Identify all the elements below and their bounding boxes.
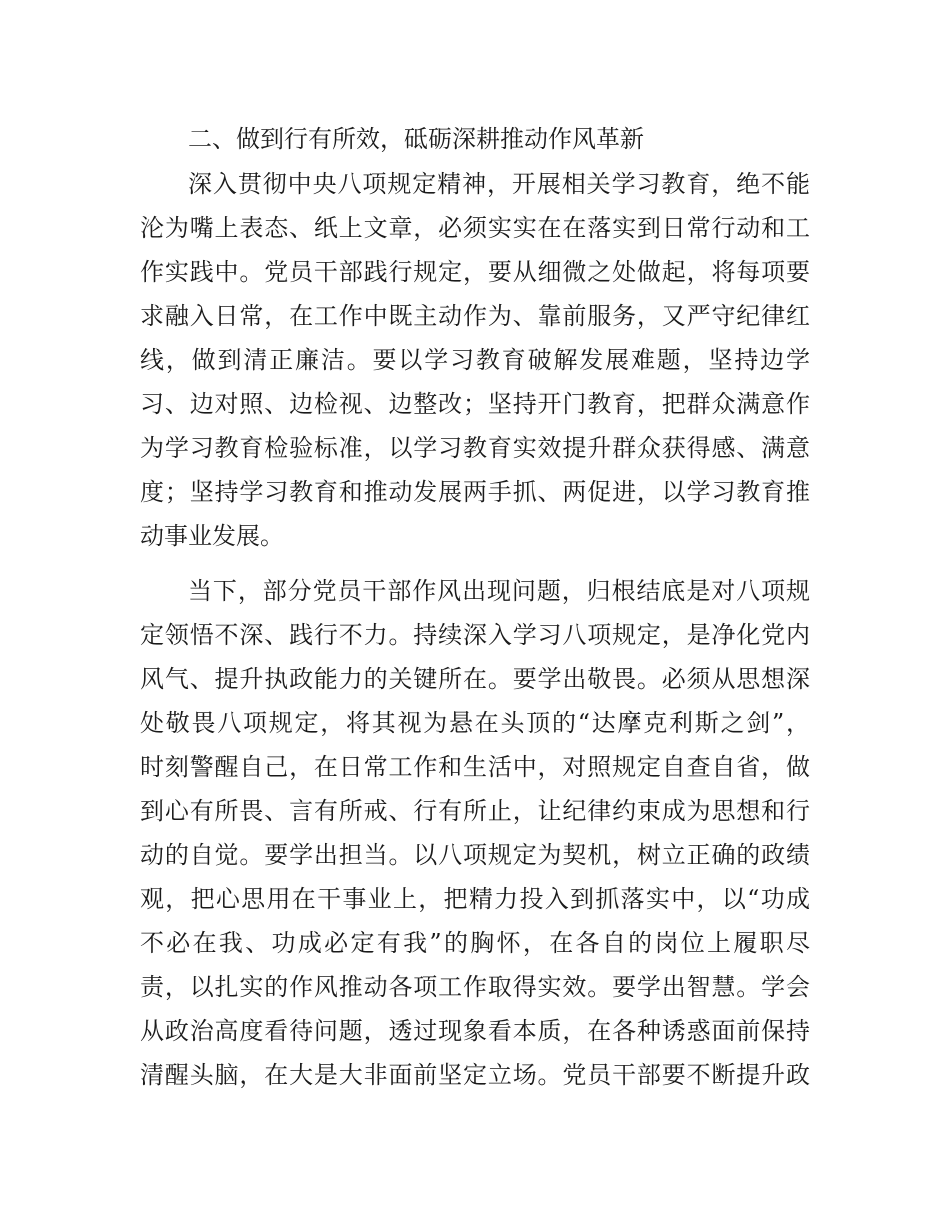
paragraph-2-line-8: 观，把心思用在干事业上，把精力投入到抓落实中，以“功成: [140, 885, 810, 913]
paragraph-1-line-3: 作实践中。党员干部践行规定，要从细微之处做起，将每项要: [140, 258, 810, 286]
paragraph-2-line-5: 时刻警醒自己，在日常工作和生活中，对照规定自查自省，做: [140, 753, 810, 781]
paragraph-2-line-11: 从政治高度看待问题，透过现象看本质，在各种诱惑面前保持: [140, 1017, 810, 1045]
paragraph-1-line-7: 为学习教育检验标准，以学习教育实效提升群众获得感、满意: [140, 434, 810, 462]
section-heading: 二、做到行有所效，砥砺深耕推动作风革新: [188, 125, 644, 153]
paragraph-1-line-8: 度；坚持学习教育和推动发展两手抓、两促进，以学习教育推: [140, 478, 810, 506]
paragraph-1-line-4: 求融入日常，在工作中既主动作为、靠前服务，又严守纪律红: [140, 302, 810, 330]
paragraph-2-line-7: 动的自觉。要学出担当。以八项规定为契机，树立正确的政绩: [140, 841, 810, 869]
paragraph-1-line-5: 线，做到清正廉洁。要以学习教育破解发展难题，坚持边学: [140, 346, 810, 374]
paragraph-2-line-12: 清醒头脑，在大是大非面前坚定立场。党员干部要不断提升政: [140, 1061, 810, 1089]
paragraph-1-line-9: 动事业发展。: [140, 522, 284, 550]
paragraph-2-line-10: 责，以扎实的作风推动各项工作取得实效。要学出智慧。学会: [140, 973, 810, 1001]
paragraph-1-line-1: 深入贯彻中央八项规定精神，开展相关学习教育，绝不能: [188, 170, 810, 198]
paragraph-1-line-6: 习、边对照、边检视、边整改；坚持开门教育，把群众满意作: [140, 390, 810, 418]
paragraph-2-line-9: 不必在我、功成必定有我”的胸怀，在各自的岗位上履职尽: [140, 929, 810, 957]
paragraph-2-line-1: 当下，部分党员干部作风出现问题，归根结底是对八项规: [188, 577, 810, 605]
paragraph-2-line-3: 风气、提升执政能力的关键所在。要学出敬畏。必须从思想深: [140, 665, 810, 693]
paragraph-2-line-2: 定领悟不深、践行不力。持续深入学习八项规定，是净化党内: [140, 621, 810, 649]
paragraph-2-line-6: 到心有所畏、言有所戒、行有所止，让纪律约束成为思想和行: [140, 797, 810, 825]
paragraph-2-line-4: 处敬畏八项规定，将其视为悬在头顶的“达摩克利斯之剑”，: [140, 709, 810, 737]
paragraph-1-line-2: 沦为嘴上表态、纸上文章，必须实实在在落实到日常行动和工: [140, 214, 810, 242]
